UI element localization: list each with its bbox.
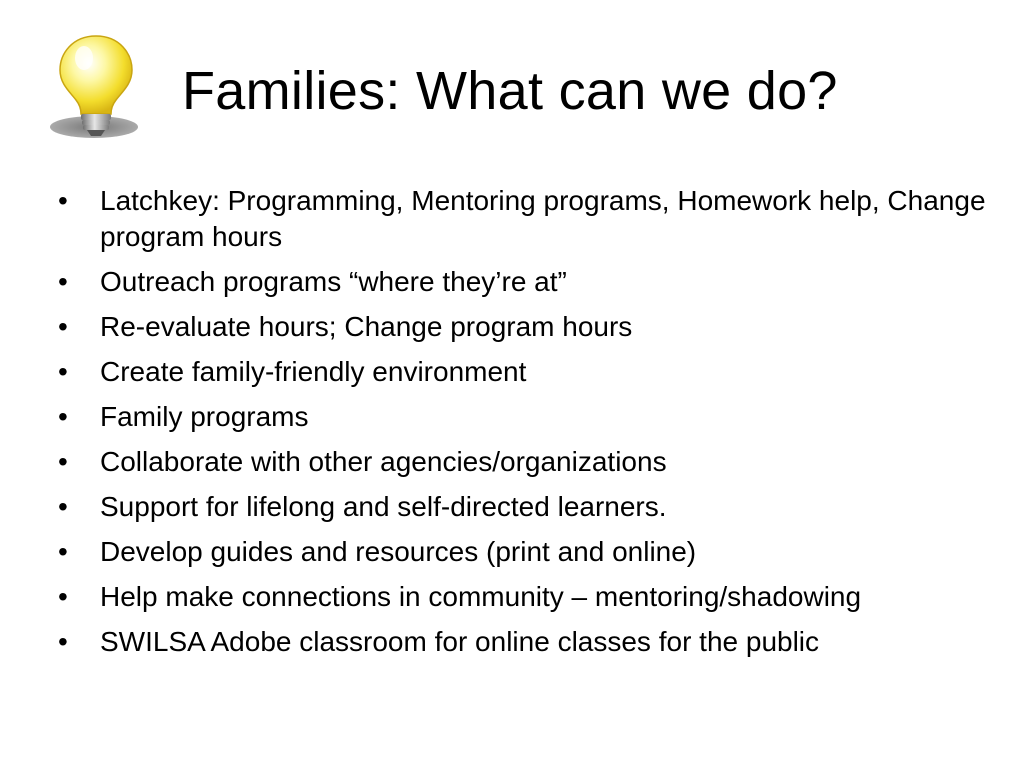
bullet-marker: •: [58, 626, 68, 657]
bullet-item: [56, 579, 986, 615]
bullet-marker: •: [58, 581, 68, 612]
bullet-text: Help make connections in community – mentoring/shadowing: [100, 581, 862, 612]
bullet-list: [56, 183, 986, 669]
bullet-item: [56, 444, 986, 480]
bullet-item: [56, 624, 986, 660]
bullet-text: Develop guides and resources (print and online): [100, 536, 697, 567]
bullet-item: [56, 264, 986, 300]
bullet-marker: •: [58, 491, 68, 522]
bullet-item: [56, 534, 986, 570]
bullet-marker: •: [58, 266, 68, 297]
bullet-item: [56, 183, 986, 255]
slide-title: Families: What can we do?: [182, 61, 838, 121]
lightbulb-icon: [48, 30, 144, 142]
bullet-marker: •: [58, 356, 68, 387]
bullet-text: Outreach programs “where they’re at”: [100, 266, 567, 297]
bullet-text: Support for lifelong and self-directed learners.: [100, 491, 667, 522]
bullet-text: Family programs: [100, 401, 309, 432]
bullet-marker: •: [58, 401, 68, 432]
bullet-marker: •: [58, 185, 68, 216]
bullet-item: [56, 354, 986, 390]
bullet-item: [56, 489, 986, 525]
bullet-marker: •: [58, 536, 68, 567]
bullet-text: Create family-friendly environment: [100, 356, 527, 387]
bullet-text: SWILSA Adobe classroom for online classes for the public: [100, 626, 820, 657]
bullet-text: Latchkey: Programming, Mentoring programs, Homework help, Change program hours: [100, 185, 986, 252]
bullet-item: [56, 399, 986, 435]
bullet-item: [56, 309, 986, 345]
bullet-text: Collaborate with other agencies/organizations: [100, 446, 667, 477]
bullet-text: Re-evaluate hours; Change program hours: [100, 311, 633, 342]
bullet-marker: •: [58, 311, 68, 342]
bullet-marker: •: [58, 446, 68, 477]
